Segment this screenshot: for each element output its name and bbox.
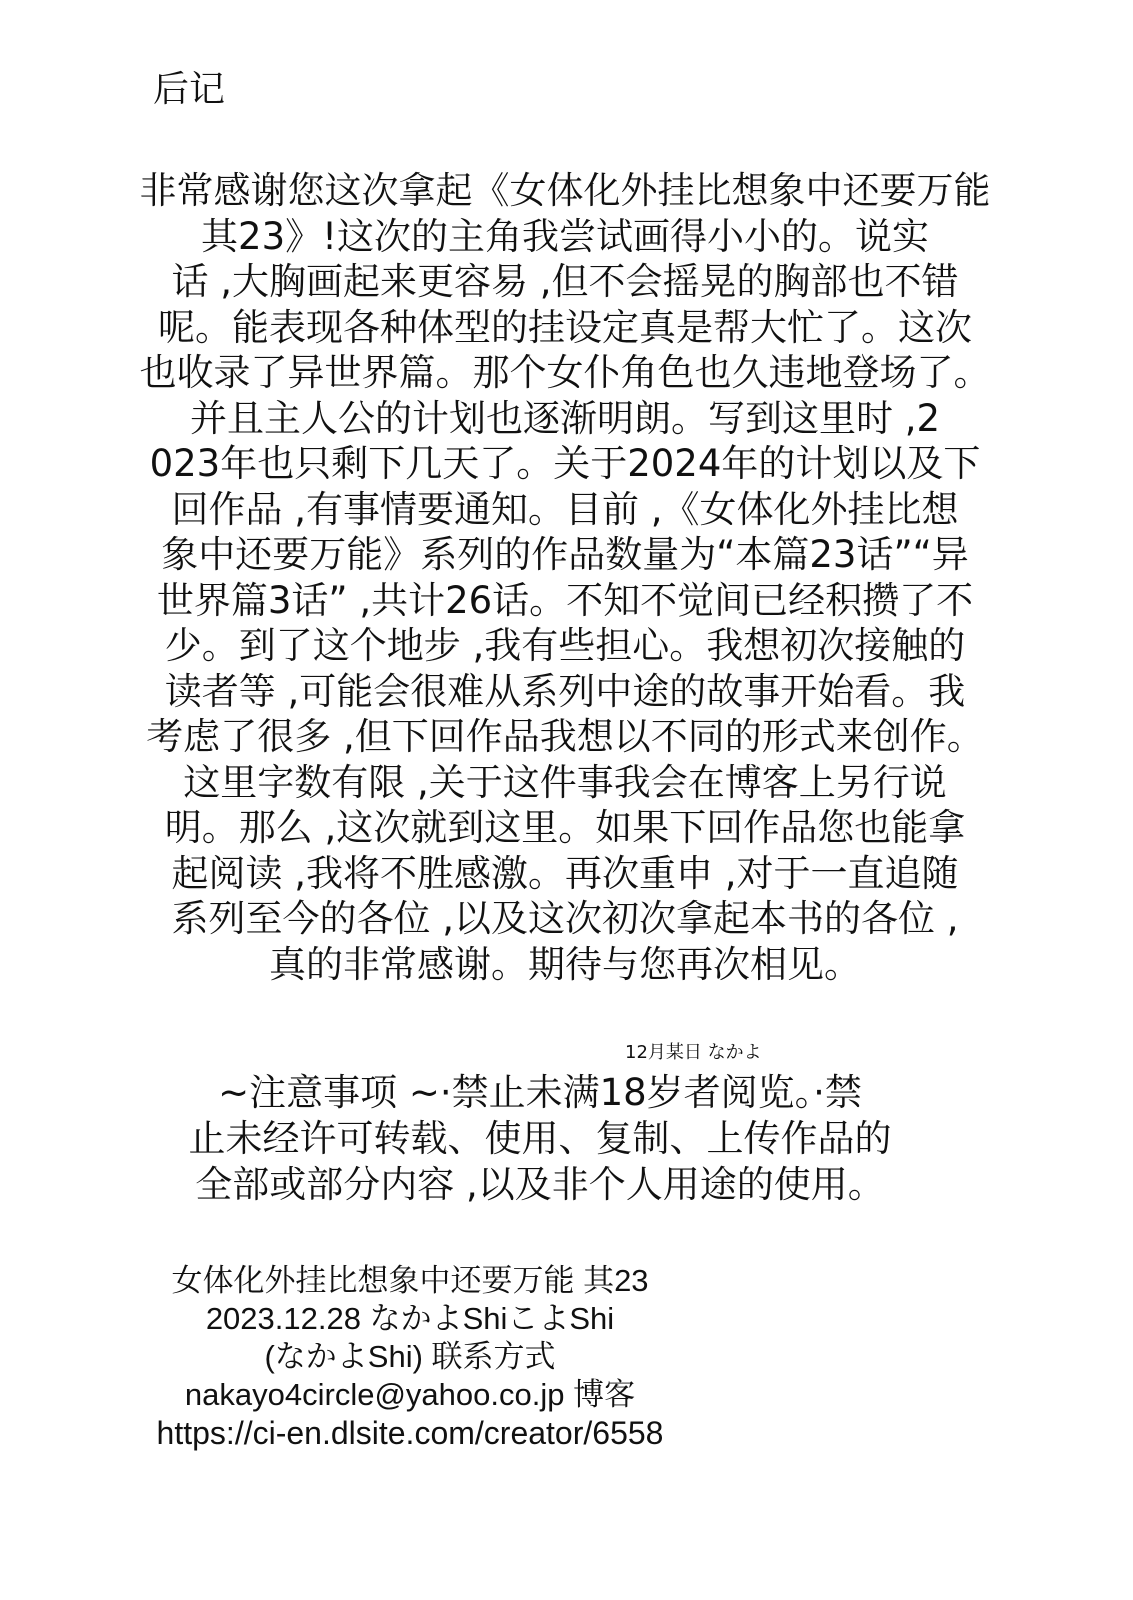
signoff-date: 12月某日 なかよ — [625, 1042, 762, 1063]
body-line: 呢。能表现各种体型的挂设定真是帮大忙了。这次 — [158, 305, 972, 349]
body-line: 世界篇3话” ,共计26话。不知不觉间已经积攒了不 — [156, 578, 974, 622]
colophon — [95, 1262, 725, 1452]
colophon-title: 女体化外挂比想象中还要万能 其23 — [171, 1263, 649, 1298]
notice-line: 止未经许可转载、使用、复制、上传作品的 — [188, 1117, 892, 1160]
notice-line: 全部或部分内容 ,以及非个人用途的使用。 — [195, 1163, 885, 1206]
body-line: 明。那么 ,这次就到这里。如果下回作品您也能拿 — [164, 806, 966, 849]
body-line: 话 ,大胸画起来更容易 ,但不会摇晃的胸部也不错 — [171, 260, 959, 303]
body-line: 系列至今的各位 ,以及这次初次拿起本书的各位 , — [171, 897, 959, 940]
body-line: 023年也只剩下几天了。关于2024年的计划以及下 — [149, 442, 981, 485]
colophon-date-circle: 2023.12.28 なかよShiこよShi — [205, 1301, 615, 1336]
notice-block — [100, 1070, 980, 1208]
colophon-blog-url: https://ci-en.dlsite.com/creator/6558 — [156, 1415, 664, 1451]
body-line: 读者等 ,可能会很难从系列中途的故事开始看。我 — [164, 669, 966, 713]
body-line: 其23》!这次的主角我尝试画得小小的。说实 — [201, 214, 929, 258]
body-line: 并且主人公的计划也逐渐明朗。写到这里时 ,2 — [189, 396, 941, 440]
body-line: 少。到了这个地步 ,我有些担心。我想初次接触的 — [164, 624, 966, 667]
body-line: 回作品 ,有事情要通知。目前 ,《女体化外挂比想 — [171, 487, 959, 531]
body-line: 起阅读 ,我将不胜感激。再次重申 ,对于一直追随 — [171, 851, 959, 895]
notice-line: ~注意事项 ~·禁止未满18岁者阅览。·禁 — [218, 1071, 862, 1114]
body-line: 考虑了很多 ,但下回作品我想以不同的形式来创作。 — [146, 715, 984, 758]
afterword-body — [60, 168, 1070, 987]
body-line: 也收录了异世界篇。那个女仆角色也久违地登场了。 — [139, 351, 991, 394]
body-line: 真的非常感谢。期待与您再次相见。 — [269, 942, 861, 986]
body-line: 非常感谢您这次拿起《女体化外挂比想象中还要万能 — [139, 169, 991, 212]
body-line: 这里字数有限 ,关于这件事我会在博客上另行说 — [183, 760, 947, 804]
body-line: 象中还要万能》系列的作品数量为“本篇23话”“异 — [161, 533, 969, 576]
afterword-heading: 后记 — [153, 69, 226, 110]
colophon-contact-label: (なかよShi) 联系方式 — [264, 1339, 556, 1374]
colophon-email: nakayo4circle@yahoo.co.jp 博客 — [184, 1377, 636, 1412]
